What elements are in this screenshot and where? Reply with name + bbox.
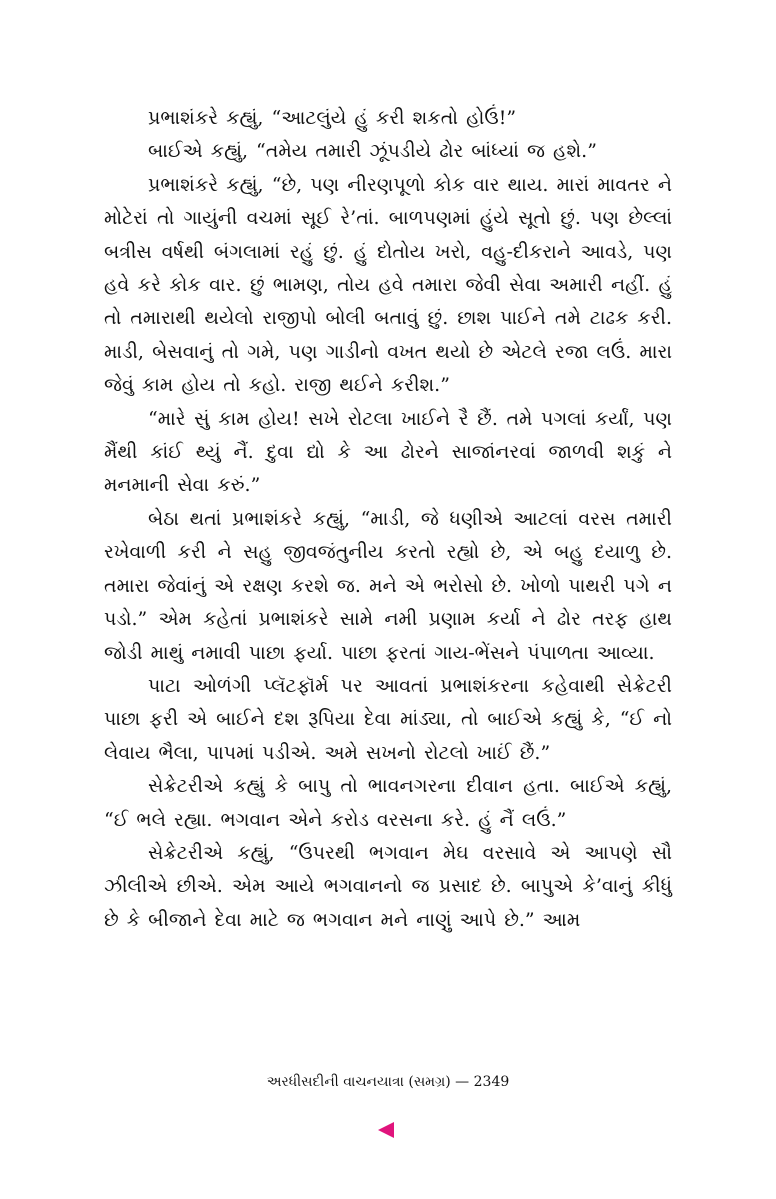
paragraph: “મારે સું કામ હોય! સખે રોટલા ખાઈને રૈ છૈં. તમે પગલાં કર્યાં, પણ મૈંથી કાંઈ થ્યું નૈં. દુવા દ્યો કે આ ઢોરને સાજાંનરવાં જાળવી શકું ને મનમાની સેવા કરું.” <box>104 407 672 497</box>
paragraph: પ્રભાશંકરે કહ્યું, “આટલુંયે હું કરી શકતો હોઉં!” <box>148 107 517 129</box>
body-text <box>104 102 672 937</box>
paragraph: પ્રભાશંકરે કહ્યું, “છે, પણ નીરણપૂળો કોક વાર થાય. મારાં માવતર ને મોટેરાં તો ગાયુંની વચમાં સૂઈ રે’તાં. બાળપણમાં હુંયે સૂતો છું. પણ છેલ્લાં બત્રીસ વર્ષથી બંગલામાં રહું છું. હું દોતોય ખરો, વહુ-દીકરાને આવડે, પણ હવે કરે કોક વાર. છું ભામણ, તોય હવે તમારા જેવી સેવા અમારી નહીં. હું તો તમારાથી થયેલો રાજીપો બોલી બતાવું છું. છાશ પાઈને તમે ટાઢક કરી. માડી, બેસવાનું તો ગમે, પણ ગાડીનો વખત થયો છે એટલે રજા લઉં. મારા જેવું કામ હોય તો કહો. રાજી થઈને કરીશ.” <box>104 173 672 397</box>
paragraph: બેઠા થતાં પ્રભાશંકરે કહ્યું, “માડી, જે ધણીએ આટલાં વરસ તમારી રખેવાળી કરી ને સહુ જીવજંતુનીય કરતો રહ્યો છે, એ બહુ દયાળુ છે. તમારા જેવાંનું એ રક્ષણ કરશે જ. મને એ ભરોસો છે. ખોળો પાથરી પગે ન પડો.” એમ કહેતાં પ્રભાશંકરે સામે નમી પ્રણામ કર્યા ને ઢોર તરફ હાથ જોડી માથું નમાવી પાછા ફર્યા. પાછા ફરતાં ગાય-ભેંસને પંપાળતા આવ્યા. <box>104 507 672 664</box>
paragraph: સેક્રેટરીએ કહ્યું કે બાપુ તો ભાવનગરના દીવાન હતા. બાઈએ કહ્યું, “ઈ ભલે રહ્યા. ભગવાન એને કરોડ વરસના કરે. હું નૈં લઉં.” <box>104 775 672 831</box>
paragraph: પાટા ઓળંગી પ્લૅટફૉર્મ પર આવતાં પ્રભાશંકરના કહેવાથી સેક્રેટરી પાછા ફરી એ બાઈને દશ રૂપિયા દેવા માંડ્યા, તો બાઈએ કહ્યું કે, “ઈ નો લેવાય ભૈલા, પાપમાં પડીએ. અમે સખનો રોટલો ખાઈં છૈં.” <box>104 674 672 764</box>
page-footer: અરધીસદીની વાચનયાત્રા (સમગ્ર) — 2349 <box>266 1074 510 1090</box>
paragraph: સેક્રેટરીએ કહ્યું, “ઉપરથી ભગવાન મેઘ વરસાવે એ આપણે સૌ ઝીલીએ છીએ. એમ આયે ભગવાનનો જ પ્રસાદ છે. બાપુએ કે’વાનું કીધું છે કે બીજાને દેવા માટે જ ભગવાન મને નાણું આપે છે.” આમ <box>104 841 672 931</box>
previous-page-icon[interactable] <box>378 1122 394 1138</box>
paragraph: બાઈએ કહ્યું, “તમેય તમારી ઝૂંપડીયે ઢોર બાંધ્યાં જ હશે.” <box>148 140 597 163</box>
